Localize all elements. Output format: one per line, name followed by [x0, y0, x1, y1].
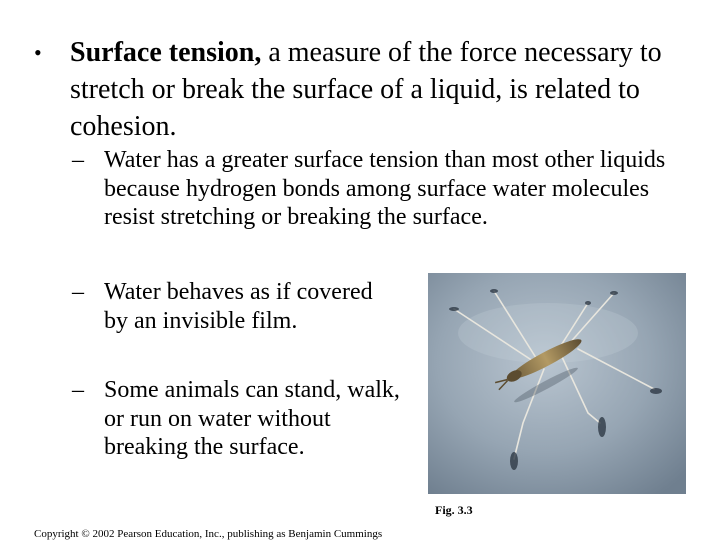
sub-bullet-text: Water behaves as if covered by an invisible film. — [104, 279, 373, 334]
bullet-icon: • — [34, 40, 42, 65]
water-strider-image — [428, 273, 686, 494]
sub-bullet-text: Some animals can stand, walk, or run on water without breaking the surface. — [104, 377, 400, 460]
dash-icon: – — [72, 147, 84, 173]
figure-label: Fig. 3.3 — [435, 503, 473, 517]
dash-icon: – — [72, 279, 84, 305]
sub-bullet-surface-tension — [72, 146, 692, 232]
water-strider-photo — [428, 273, 686, 494]
sub-bullet-animals — [72, 376, 402, 462]
main-bullet-rest: a measure of the force necessary to stretch or break the surface of a liquid, is related to cohesion. — [70, 37, 662, 142]
main-bullet-term: Surface tension, — [70, 37, 262, 68]
copyright-footer: Copyright © 2002 Pearson Education, Inc., publishing as Benjamin Cummings — [34, 528, 383, 540]
main-bullet — [34, 34, 714, 145]
main-bullet-text — [70, 34, 714, 145]
dash-icon: – — [72, 377, 84, 403]
sub-bullet-text: Water has a greater surface tension than most other liquids because hydrogen bonds among surface water molecules resist stretching or breaking the surface. — [104, 147, 666, 230]
sub-bullet-invisible-film — [72, 278, 392, 335]
